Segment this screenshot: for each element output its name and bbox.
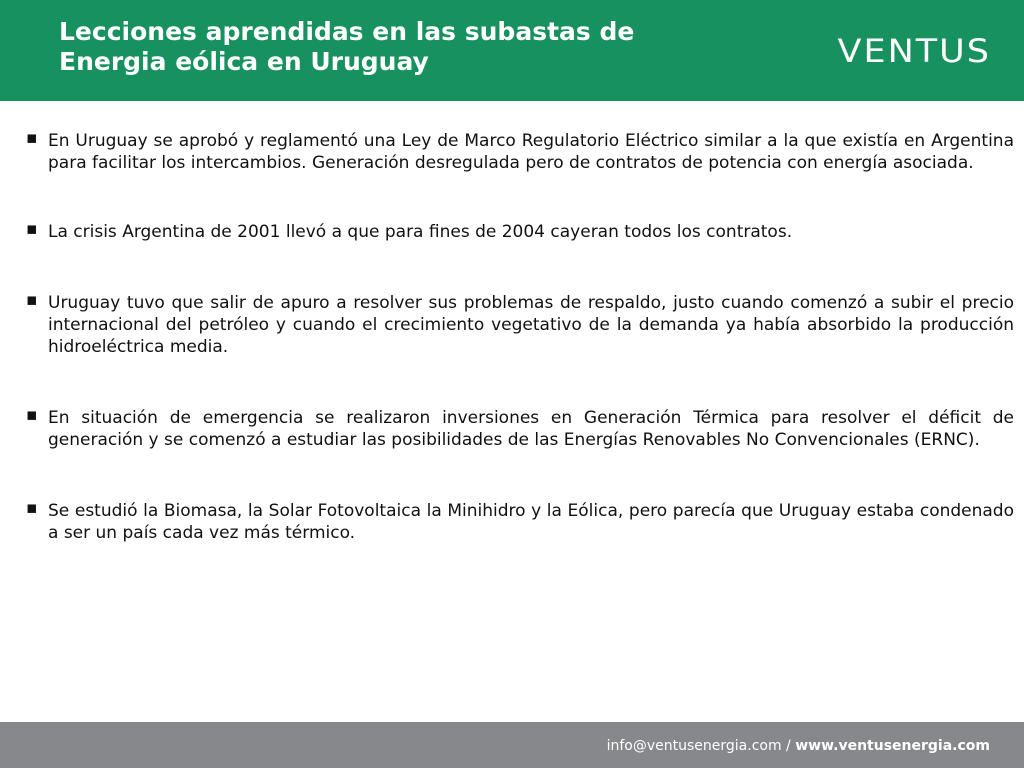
bullet-item: [26, 292, 1014, 358]
slide-title: [59, 17, 739, 77]
bullet-marker-icon: ▪: [26, 498, 38, 518]
slide-header: [0, 0, 1024, 101]
bullet-item: [26, 130, 1014, 174]
bullet-marker-icon: ▪: [26, 405, 38, 425]
bullet-text: En situación de emergencia se realizaron inversiones en Generación Térmica para resolver el déficit de generación y se comenzó a estudiar las posibilidades de las Energías Renovables No Convencionales (ERNC).: [48, 408, 1014, 450]
bullet-text: Se estudió la Biomasa, la Solar Fotovoltaica la Minihidro y la Eólica, pero parecía que Uruguay estaba condenado a ser un país cada vez más térmico.: [48, 501, 1014, 543]
slide-footer: [0, 722, 1024, 768]
bullet-item: [26, 407, 1014, 451]
bullet-item: [26, 500, 1014, 544]
bullet-marker-icon: ▪: [26, 219, 38, 239]
bullet-text: En Uruguay se aprobó y reglamentó una Ley de Marco Regulatorio Eléctrico similar a la que existía en Argentina para facilitar los intercambios. Generación desregulada pero de contratos de potencia con energía asociada.: [48, 131, 1014, 173]
footer-separator: /: [781, 738, 796, 754]
bullet-text: Uruguay tuvo que salir de apuro a resolver sus problemas de respaldo, justo cuando comenzó a subir el precio internacional del petróleo y cuando el crecimiento vegetativo de la demanda ya había absorbido la producción hidroeléctrica media.: [48, 293, 1014, 357]
email-link[interactable]: info@ventusenergia.com: [606, 738, 782, 754]
bullet-item: [26, 221, 1014, 243]
website-link[interactable]: www.ventusenergia.com: [795, 738, 990, 754]
slide-title-line-2: Energia eólica en Uruguay: [59, 47, 429, 76]
footer-contact: [607, 737, 990, 755]
slide-title-line-1: Lecciones aprendidas en las subastas de: [59, 17, 635, 46]
bullet-marker-icon: ▪: [26, 128, 38, 148]
ventus-logo: VENTUS: [837, 33, 991, 71]
bullet-list: [26, 130, 1014, 544]
bullet-marker-icon: ▪: [26, 290, 38, 310]
bullet-text: La crisis Argentina de 2001 llevó a que para fines de 2004 cayeran todos los contratos.: [48, 222, 793, 242]
